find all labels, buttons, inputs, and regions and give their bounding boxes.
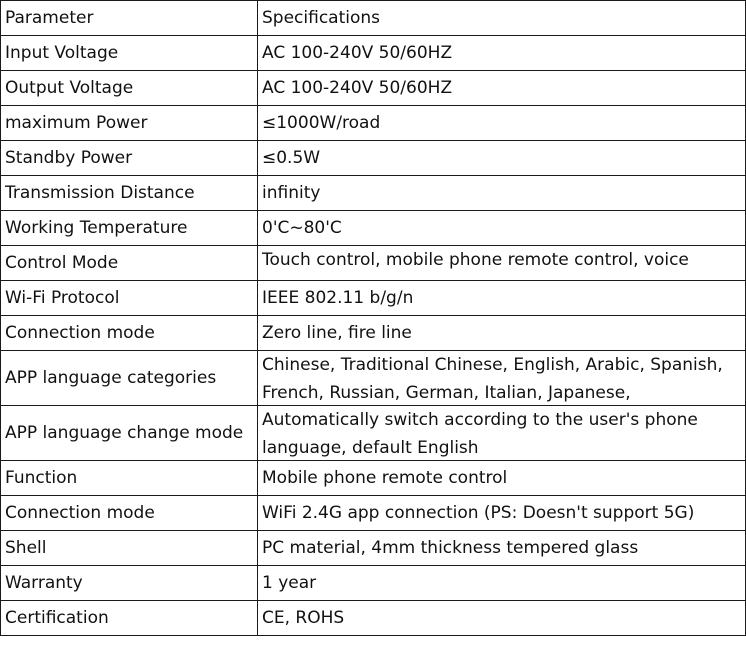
row-value: infinity (258, 176, 746, 211)
row-label: Transmission Distance (1, 176, 258, 211)
row-value: ≤1000W/road (258, 106, 746, 141)
table-row (1, 496, 746, 531)
row-label: Output Voltage (1, 71, 258, 106)
row-value: PC material, 4mm thickness tempered glass (258, 531, 746, 566)
row-label: maximum Power (1, 106, 258, 141)
table-row (1, 406, 746, 461)
row-label: APP language categories (1, 351, 258, 406)
row-label: Connection mode (1, 496, 258, 531)
table-row (1, 316, 746, 351)
table-row (1, 601, 746, 636)
table-row (1, 281, 746, 316)
row-value-text: Touch control, mobile phone remote control, voice (262, 250, 689, 270)
table-row (1, 531, 746, 566)
row-value: CE, ROHS (258, 601, 746, 636)
table-row (1, 566, 746, 601)
row-label: Function (1, 461, 258, 496)
row-value (258, 406, 746, 461)
row-value: ≤0.5W (258, 141, 746, 176)
row-label: Working Temperature (1, 211, 258, 246)
row-value: 0'C~80'C (258, 211, 746, 246)
table-row (1, 246, 746, 281)
row-label: Wi-Fi Protocol (1, 281, 258, 316)
row-label: Warranty (1, 566, 258, 601)
table-row (1, 141, 746, 176)
row-value (258, 246, 746, 281)
row-label: Standby Power (1, 141, 258, 176)
row-value: 1 year (258, 566, 746, 601)
row-label: Certification (1, 601, 258, 636)
table-row (1, 461, 746, 496)
row-label: APP language change mode (1, 406, 258, 461)
header-parameter: Parameter (1, 1, 258, 36)
row-value-text: Automatically switch according to the user's phone language, default English (262, 410, 698, 458)
row-value-text: Chinese, Traditional Chinese, English, Arabic, Spanish, French, Russian, German, Italian, Japanese, (262, 355, 723, 403)
table-row (1, 176, 746, 211)
row-value: WiFi 2.4G app connection (PS: Doesn't support 5G) (258, 496, 746, 531)
row-value: AC 100-240V 50/60HZ (258, 36, 746, 71)
header-specifications: Specifications (258, 1, 746, 36)
table-row (1, 71, 746, 106)
row-label: Control Mode (1, 246, 258, 281)
table-row (1, 211, 746, 246)
row-value: Mobile phone remote control (258, 461, 746, 496)
table-row (1, 106, 746, 141)
row-value: IEEE 802.11 b/g/n (258, 281, 746, 316)
row-label: Connection mode (1, 316, 258, 351)
row-value: AC 100-240V 50/60HZ (258, 71, 746, 106)
table-row (1, 351, 746, 406)
table-header-row (1, 1, 746, 36)
row-value: Zero line, fire line (258, 316, 746, 351)
row-label: Input Voltage (1, 36, 258, 71)
row-label: Shell (1, 531, 258, 566)
table-row (1, 36, 746, 71)
row-value (258, 351, 746, 406)
